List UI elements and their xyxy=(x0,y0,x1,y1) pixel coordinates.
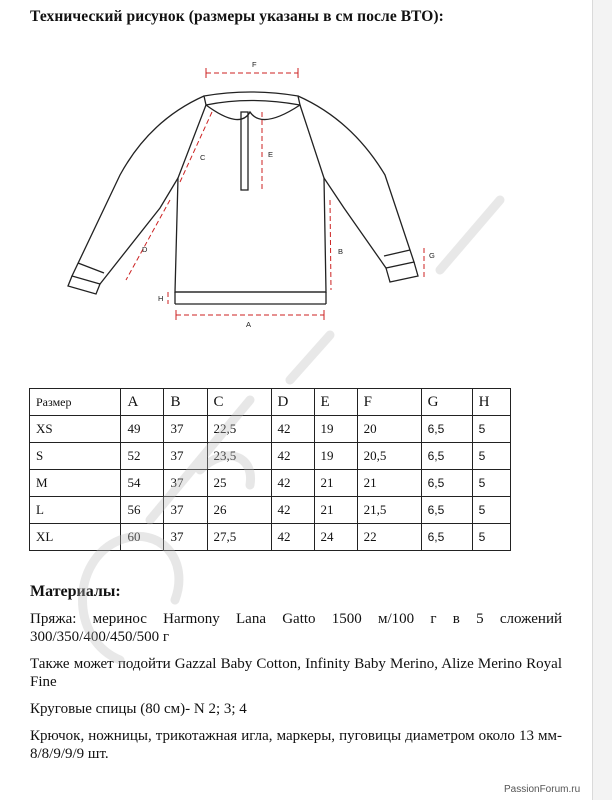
table-cell: 22 xyxy=(357,524,421,551)
table-cell: 24 xyxy=(314,524,357,551)
right-sleeve-outline xyxy=(298,96,414,268)
table-cell: L xyxy=(30,497,121,524)
button-placket xyxy=(241,112,248,190)
table-cell: 21 xyxy=(314,497,357,524)
table-cell: 23,5 xyxy=(207,443,271,470)
table-cell: 49 xyxy=(121,416,164,443)
table-cell: 21 xyxy=(314,470,357,497)
table-cell: 42 xyxy=(271,470,314,497)
table-cell: 6,5 xyxy=(421,524,472,551)
table-cell: 20,5 xyxy=(357,443,421,470)
table-row xyxy=(30,497,511,524)
page-title: Технический рисунок (размеры указаны в см после ВТО): xyxy=(30,8,444,25)
table-cell: 6,5 xyxy=(421,497,472,524)
dimension-label-e: E xyxy=(268,150,274,159)
table-cell: 5 xyxy=(472,470,510,497)
collar-outline xyxy=(204,92,300,105)
dimension-label-g: G xyxy=(429,251,435,260)
table-cell: 37 xyxy=(164,470,207,497)
materials-needles: Круговые спицы (80 см)- N 2; 3; 4 xyxy=(30,701,247,717)
table-header-cell: G xyxy=(421,389,472,416)
table-header-cell: C xyxy=(207,389,271,416)
table-cell: 42 xyxy=(271,443,314,470)
table-cell: 42 xyxy=(271,416,314,443)
table-cell: 6,5 xyxy=(421,443,472,470)
materials-title: Материалы: xyxy=(30,583,121,600)
table-cell: 60 xyxy=(121,524,164,551)
site-credit: PassionForum.ru xyxy=(504,784,581,795)
dimension-label-b: B xyxy=(338,247,344,256)
table-cell: 56 xyxy=(121,497,164,524)
table-cell: 37 xyxy=(164,524,207,551)
left-sleeve-outline xyxy=(72,96,204,284)
table-cell: 37 xyxy=(164,443,207,470)
table-cell: 26 xyxy=(207,497,271,524)
table-cell: 19 xyxy=(314,443,357,470)
table-header-cell: A xyxy=(121,389,164,416)
table-cell: 25 xyxy=(207,470,271,497)
table-header-row xyxy=(30,389,511,416)
materials-tools: Крючок, ножницы, трикотажная игла, маркеры, пуговицы диаметром около 13 мм- 8/8/9/9/9 шт. xyxy=(30,728,562,762)
table-cell: XL xyxy=(30,524,121,551)
materials-section xyxy=(30,583,562,772)
table-cell: 27,5 xyxy=(207,524,271,551)
table-row xyxy=(30,416,511,443)
dimension-label-h: H xyxy=(158,294,164,303)
table-row xyxy=(30,524,511,551)
table-cell: 42 xyxy=(271,524,314,551)
table-cell: 6,5 xyxy=(421,470,472,497)
table-header-cell: B xyxy=(164,389,207,416)
table-cell: 42 xyxy=(271,497,314,524)
table-cell: 21 xyxy=(357,470,421,497)
table-row xyxy=(30,470,511,497)
dimension-label-d: D xyxy=(142,245,148,254)
sweater-technical-drawing xyxy=(0,40,612,380)
table-cell: 52 xyxy=(121,443,164,470)
dimension-label-a: A xyxy=(246,320,252,329)
table-cell: 5 xyxy=(472,524,510,551)
table-cell: 5 xyxy=(472,497,510,524)
table-cell: 19 xyxy=(314,416,357,443)
table-header-cell: D xyxy=(271,389,314,416)
size-table xyxy=(29,388,511,551)
body-outline xyxy=(175,105,326,292)
table-cell: 6,5 xyxy=(421,416,472,443)
table-cell: 20 xyxy=(357,416,421,443)
table-cell: 22,5 xyxy=(207,416,271,443)
table-cell: XS xyxy=(30,416,121,443)
dimension-label-c: C xyxy=(200,153,206,162)
dimension-label-f: F xyxy=(252,60,257,69)
table-row xyxy=(30,443,511,470)
materials-yarn: Пряжа: меринос Harmony Lana Gatto 1500 м/100 г в 5 сложений 300/350/400/450/500 г xyxy=(30,611,562,645)
table-cell: S xyxy=(30,443,121,470)
table-cell: 21,5 xyxy=(357,497,421,524)
table-header-cell: F xyxy=(357,389,421,416)
table-cell: M xyxy=(30,470,121,497)
table-cell: 5 xyxy=(472,443,510,470)
table-header-cell: H xyxy=(472,389,510,416)
table-cell: 5 xyxy=(472,416,510,443)
table-header-cell: Размер xyxy=(30,389,121,416)
table-cell: 37 xyxy=(164,416,207,443)
materials-alternatives: Также может подойти Gazzal Baby Cotton, Infinity Baby Merino, Alize Merino Royal Fine xyxy=(30,656,562,690)
table-cell: 54 xyxy=(121,470,164,497)
table-cell: 37 xyxy=(164,497,207,524)
table-header-cell: E xyxy=(314,389,357,416)
